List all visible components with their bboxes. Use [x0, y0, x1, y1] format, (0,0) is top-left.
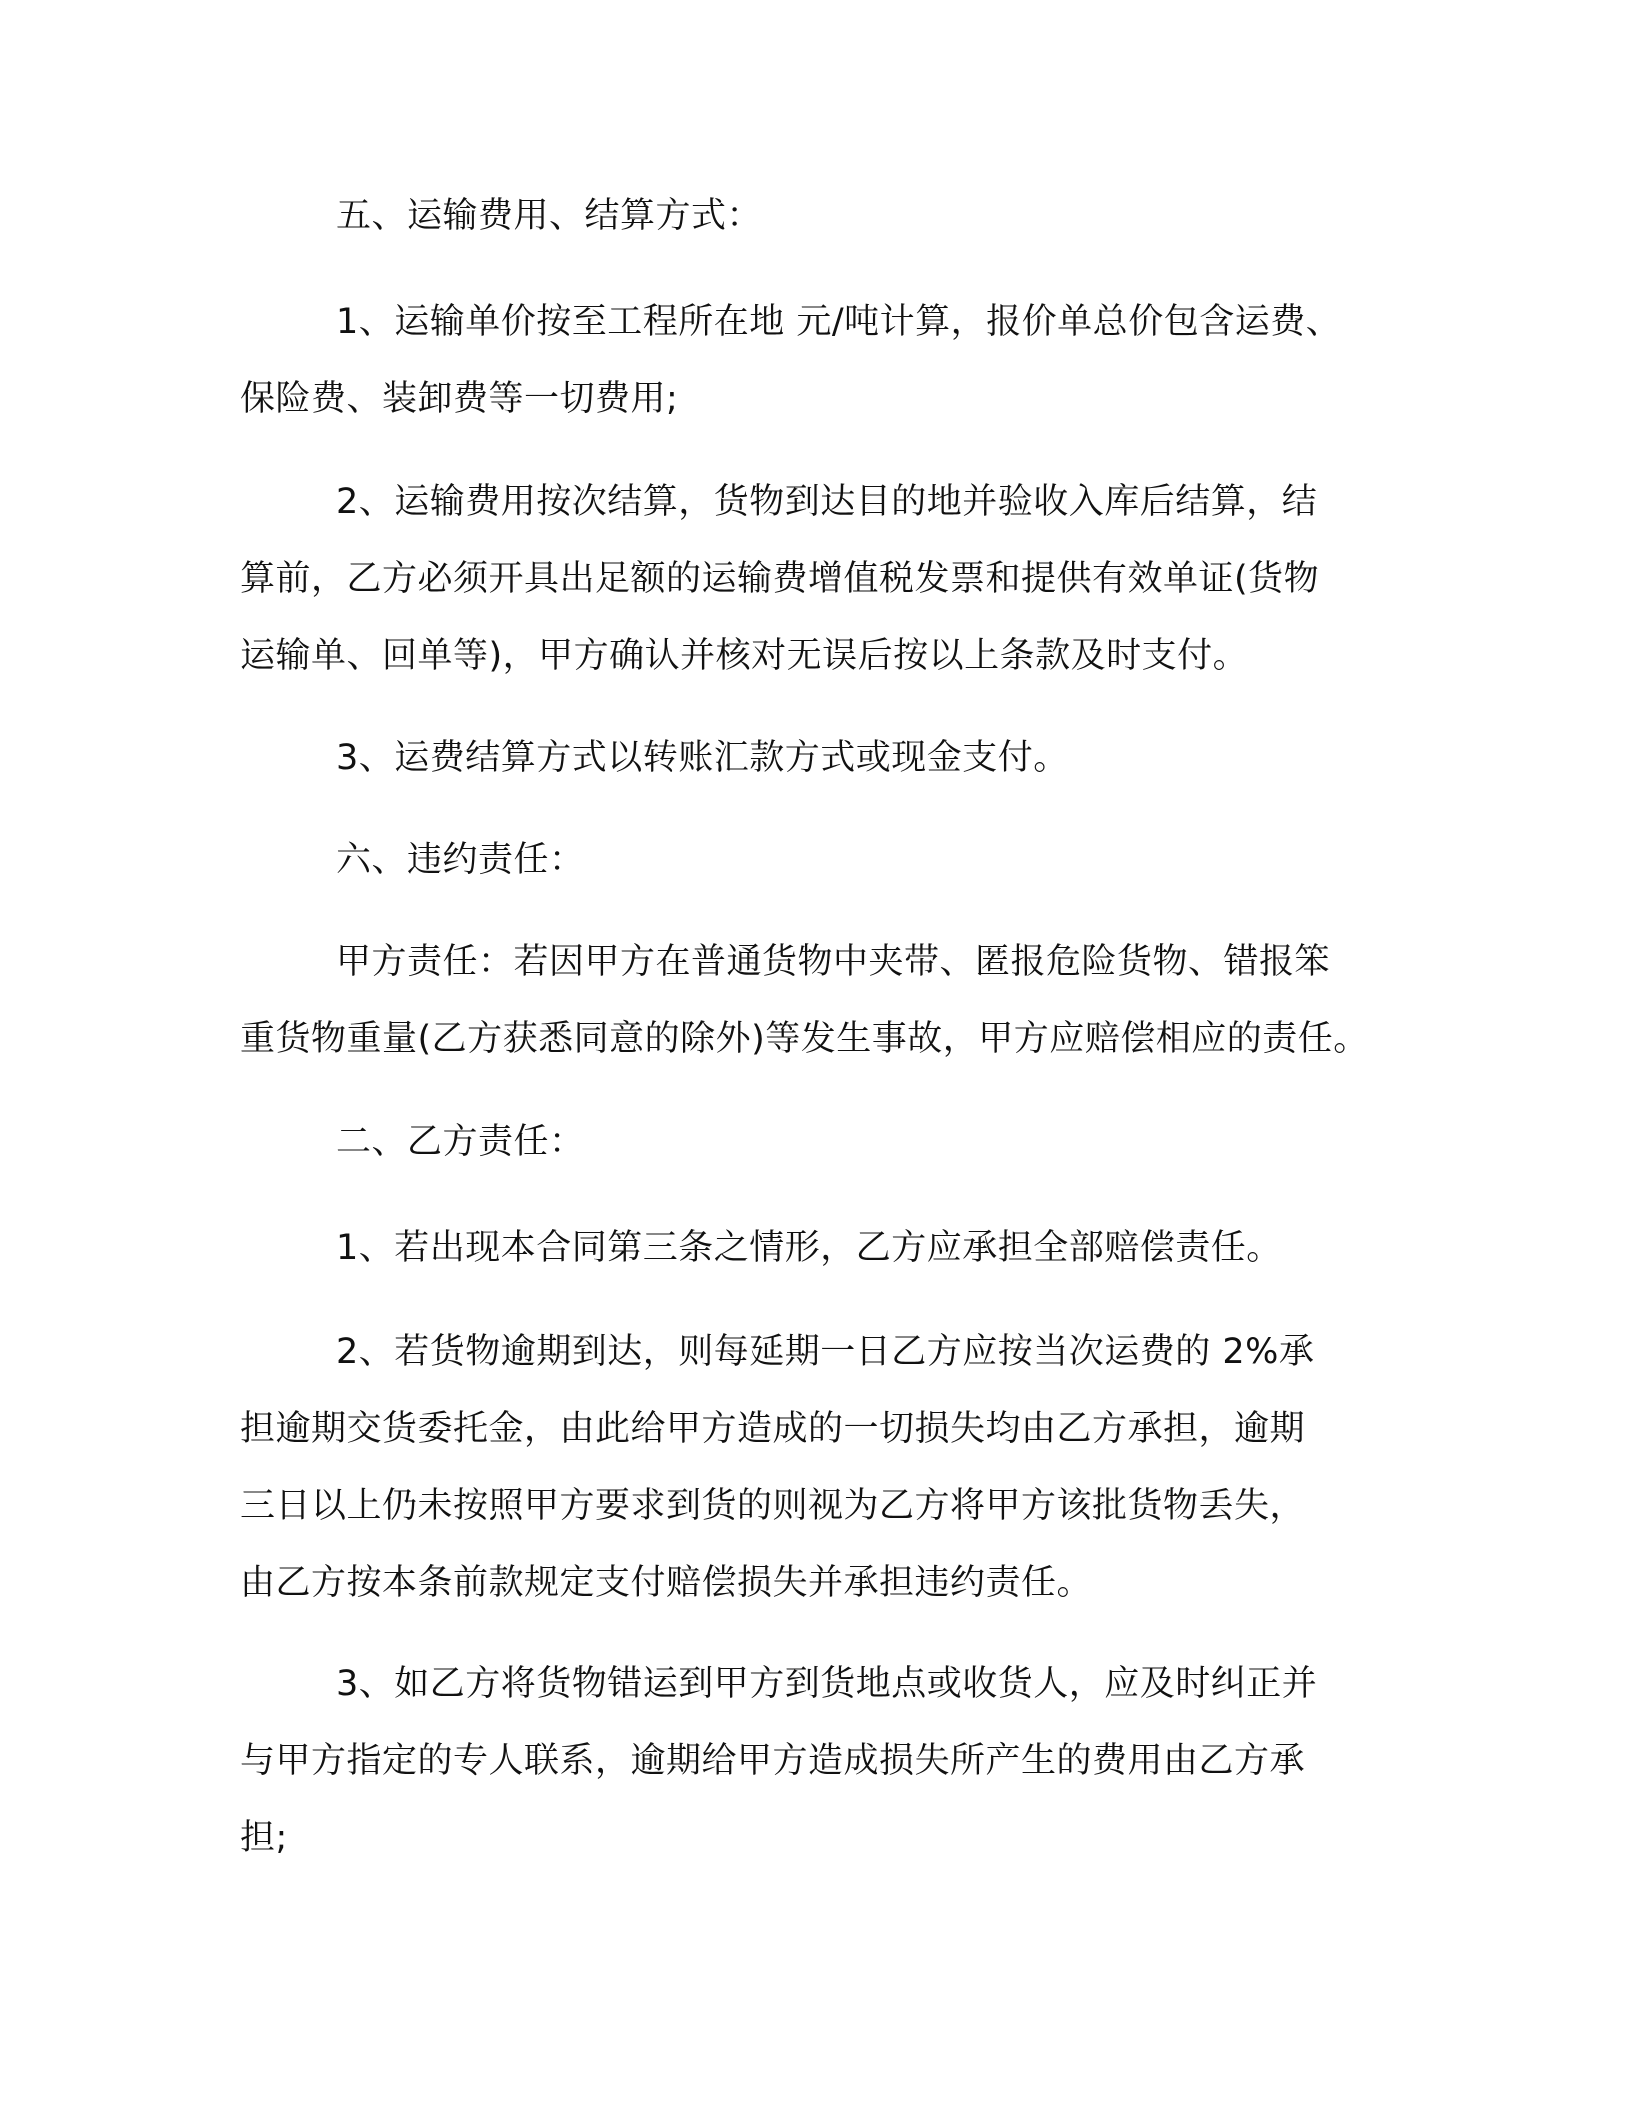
paragraph-line: 三日以上仍未按照甲方要求到货的则视为乙方将甲方该批货物丢失， [240, 1486, 1306, 1526]
paragraph-line: 2、若货物逾期到达，则每延期一日乙方应按当次运费的 2%承 [336, 1332, 1315, 1372]
section-5-item-2 [240, 464, 1420, 695]
section-6-heading-text: 六、违约责任： [336, 840, 585, 880]
section-5-item-1 [240, 284, 1420, 438]
paragraph-line: 2、运输费用按次结算，货物到达目的地并验收入库后结算，结 [336, 482, 1318, 522]
paragraph-line: 由乙方按本条前款规定支付赔偿损失并承担违约责任。 [240, 1563, 1093, 1603]
paragraph-line: 与甲方指定的专人联系，逾期给甲方造成损失所产生的费用由乙方承 [240, 1741, 1306, 1781]
paragraph-line: 算前，乙方必须开具出足额的运输费增值税发票和提供有效单证(货物 [240, 559, 1320, 599]
paragraph-line: 担; [240, 1818, 288, 1858]
paragraph-line: 1、运输单价按至工程所在地 元/吨计算，报价单总价包含运费、 [336, 302, 1342, 342]
section-5-item-3 [240, 720, 1420, 797]
paragraph-line: 3、如乙方将货物错运到甲方到货地点或收货人，应及时纠正并 [336, 1664, 1318, 1704]
paragraph-line: 保险费、装卸费等一切费用; [240, 379, 679, 419]
paragraph-line: 运输单、回单等)，甲方确认并核对无误后按以上条款及时支付。 [240, 636, 1249, 676]
party-a-liability [240, 924, 1420, 1078]
section-6-heading [240, 822, 1420, 899]
paragraph-line: 3、运费结算方式以转账汇款方式或现金支付。 [336, 738, 1069, 778]
party-b-item-1 [240, 1210, 1420, 1287]
paragraph-line: 担逾期交货委托金，由此给甲方造成的一切损失均由乙方承担，逾期 [240, 1409, 1306, 1449]
party-b-heading-text: 二、乙方责任： [336, 1122, 585, 1162]
party-b-item-3 [240, 1646, 1420, 1877]
paragraph-line: 重货物重量(乙方获悉同意的除外)等发生事故，甲方应赔偿相应的责任。 [240, 1019, 1369, 1059]
paragraph-line: 甲方责任：若因甲方在普通货物中夹带、匿报危险货物、错报笨 [336, 942, 1331, 982]
section-5-heading-text: 五、运输费用、结算方式： [336, 196, 763, 236]
paragraph-line: 1、若出现本合同第三条之情形，乙方应承担全部赔偿责任。 [336, 1228, 1282, 1268]
section-5-heading [240, 178, 1420, 255]
party-b-heading [240, 1104, 1420, 1181]
party-b-item-2 [240, 1314, 1420, 1622]
